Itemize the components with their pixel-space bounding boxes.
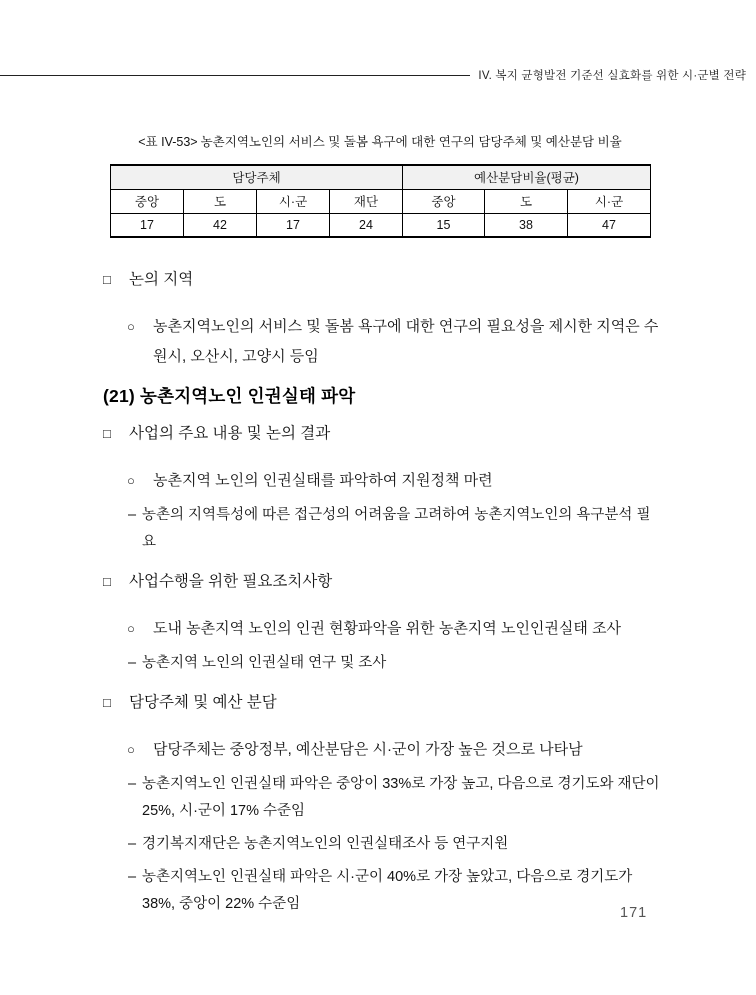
circle-bullet-icon: ○	[127, 473, 135, 488]
table-value-row	[111, 213, 651, 237]
table-group-header-row	[111, 165, 651, 189]
running-header	[0, 67, 746, 83]
list-item-square	[103, 693, 660, 713]
list-item-circle	[127, 466, 660, 496]
table-column-header-row	[111, 189, 651, 213]
table-column-header-cell: 시·군	[568, 189, 651, 213]
list-item-text: 농촌지역노인 인권실태 파악은 시·군이 40%로 가장 높았고, 다음으로 경기도가 38%, 중앙이 22% 수준임	[142, 869, 633, 912]
list-item-dash	[128, 864, 660, 918]
table-group-header-cell: 예산분담비율(평균)	[403, 165, 651, 189]
page-number: 171	[620, 905, 648, 921]
list-item-dash	[128, 650, 660, 677]
table-caption-text: 농촌지역노인의 서비스 및 돌봄 욕구에 대한 연구의 담당주체 및 예산분담 비율	[200, 135, 622, 149]
list-item-dash	[128, 831, 660, 858]
data-table-body	[111, 165, 651, 237]
table-value-cell: 17	[140, 217, 154, 232]
list-item-text: 농촌의 지역특성에 따른 접근성의 어려움을 고려하여 농촌지역노인의 욕구분석 필요	[142, 507, 651, 550]
table-value-cell: 38	[485, 213, 568, 237]
list-item-text: 농촌지역 노인의 인권실태 연구 및 조사	[142, 655, 387, 671]
square-bullet-icon: □	[103, 695, 111, 710]
dash-bullet-icon: –	[128, 776, 137, 792]
square-bullet-icon: □	[103, 426, 111, 441]
list-item-circle	[127, 614, 660, 644]
table-column-header-cell: 중앙	[403, 189, 485, 213]
list-item-text: 농촌지역 노인의 인권실태를 파악하여 지원정책 마련	[153, 472, 493, 489]
square-bullet-icon: □	[103, 272, 111, 287]
table-value-cell: 47	[568, 213, 651, 237]
list-item-square	[103, 424, 660, 444]
list-item-dash	[128, 502, 660, 556]
table-value-cell: 24	[330, 213, 403, 237]
table-value-cell: 42	[184, 213, 257, 237]
dash-bullet-icon: –	[128, 655, 137, 671]
list-item-square	[103, 572, 660, 592]
list-item-circle	[127, 735, 660, 765]
circle-bullet-icon: ○	[127, 621, 135, 636]
list-item-dash	[128, 771, 660, 825]
list-item-text: 사업수행을 위한 필요조치사항	[129, 573, 333, 590]
circle-bullet-icon: ○	[127, 742, 135, 757]
square-bullet-icon: □	[103, 574, 111, 589]
list-item-text: 사업의 주요 내용 및 논의 결과	[129, 425, 331, 442]
table-caption	[110, 132, 650, 150]
list-item-square	[103, 270, 660, 290]
table-column-header-cell: 도	[184, 189, 257, 213]
list-item-circle	[127, 312, 660, 372]
table-value-cell: 15	[403, 213, 485, 237]
list-item-text: 도내 농촌지역 노인의 인권 현황파악을 위한 농촌지역 노인인권실태 조사	[153, 620, 622, 637]
content-blocks	[103, 254, 660, 918]
circle-bullet-icon: ○	[127, 319, 135, 334]
table-value-cell: 17	[257, 213, 330, 237]
list-item-text: 농촌지역노인의 서비스 및 돌봄 욕구에 대한 연구의 필요성을 제시한 지역은 수원시, 오산시, 고양시 등임	[153, 318, 659, 365]
list-item-text: 담당주체는 중앙정부, 예산분담은 시·군이 가장 높은 것으로 나타남	[153, 741, 583, 758]
dash-bullet-icon: –	[128, 507, 137, 523]
dash-bullet-icon: –	[128, 836, 137, 852]
dash-bullet-icon: –	[128, 869, 137, 885]
data-table	[110, 164, 651, 238]
header-title: IV. 복지 균형발전 기준선 실효화를 위한 시·군별 전략	[478, 70, 746, 82]
table-column-header-cell: 도	[485, 189, 568, 213]
list-item-text: 경기복지재단은 농촌지역노인의 인권실태조사 등 연구지원	[142, 836, 509, 852]
table-caption-number: <표 IV-53>	[138, 135, 198, 149]
table-column-header-cell: 시·군	[257, 189, 330, 213]
table-group-header-cell: 담당주체	[111, 165, 403, 189]
list-item-text: 논의 지역	[129, 271, 194, 288]
section-heading: (21) 농촌지역노인 인권실태 파악	[103, 386, 356, 406]
header-rule	[0, 75, 470, 76]
list-item-text: 담당주체 및 예산 분담	[129, 694, 277, 711]
table-column-header-cell: 중앙	[111, 189, 184, 213]
list-item-text: 농촌지역노인 인권실태 파악은 중앙이 33%로 가장 높고, 다음으로 경기도와 재단이 25%, 시·군이 17% 수준임	[142, 776, 660, 819]
table-column-header-cell: 재단	[330, 189, 403, 213]
